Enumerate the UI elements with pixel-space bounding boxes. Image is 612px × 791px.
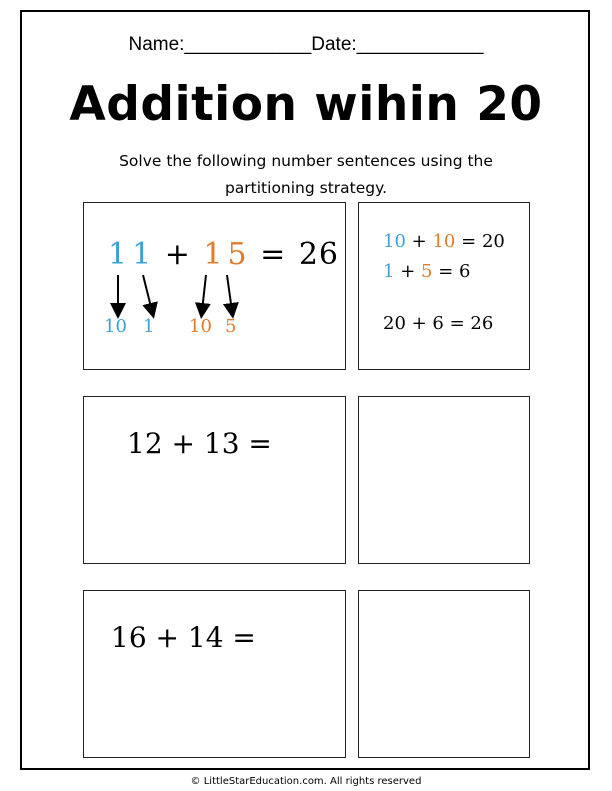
partition-part-3: 10: [189, 316, 212, 337]
instructions: Solve the following number sentences using the partitioning strategy.: [119, 152, 493, 197]
sum-result: 26: [298, 237, 340, 272]
work-line-1-r: 20: [481, 231, 505, 252]
work-line-3: 20 + 6 = 26: [383, 313, 494, 334]
work-line-1-a: 10: [383, 231, 406, 252]
work-line-2-op: +: [400, 261, 416, 282]
addend-b-tens-digit: 1: [203, 237, 224, 272]
worksheet-title: Addition wihin 20: [69, 77, 543, 132]
addend-a-tens-digit: 1: [108, 237, 129, 272]
problem-2-box[interactable]: [83, 590, 346, 758]
problem-1-work-box[interactable]: [358, 396, 530, 564]
name-label: Name:: [128, 34, 185, 55]
partition-part-4: 5: [225, 316, 237, 337]
work-line-1-eq: =: [461, 231, 477, 252]
name-date-line: [0, 34, 612, 56]
partition-part-2: 1: [143, 316, 155, 337]
example-equation-box: [83, 202, 346, 370]
work-line-1-op: +: [411, 231, 427, 252]
date-label: Date:: [311, 34, 357, 55]
work-line-2-eq: =: [438, 261, 454, 282]
date-field[interactable]: ____________: [356, 34, 484, 55]
problem-2-equation: 16 + 14 =: [111, 621, 256, 654]
work-line-1-b: 10: [432, 231, 456, 252]
addend-b-ones-digit: 5: [227, 237, 248, 272]
work-line-1: [383, 231, 505, 252]
problem-2-work-box[interactable]: [358, 590, 530, 758]
name-field[interactable]: ____________: [184, 34, 312, 55]
arrow-icon: [227, 275, 232, 311]
work-line-2-a: 1: [383, 261, 395, 282]
equals-sign: =: [260, 237, 287, 272]
work-line-2-r: 6: [459, 261, 471, 282]
problem-1-box[interactable]: [83, 396, 346, 564]
partition-part-1: 10: [104, 316, 127, 337]
arrow-icon: [202, 275, 206, 311]
copyright-footer: © LittleStarEducation.com. All rights reserved: [190, 776, 422, 787]
work-line-2-b: 5: [421, 261, 433, 282]
arrow-icon: [143, 275, 152, 311]
problem-1-equation: 12 + 13 =: [127, 427, 272, 460]
partition-arrows: [84, 203, 347, 371]
plus-sign: +: [164, 237, 191, 272]
addend-a-ones-digit: 1: [132, 237, 153, 272]
example-work-box: [358, 202, 530, 370]
work-line-2: [383, 261, 470, 282]
